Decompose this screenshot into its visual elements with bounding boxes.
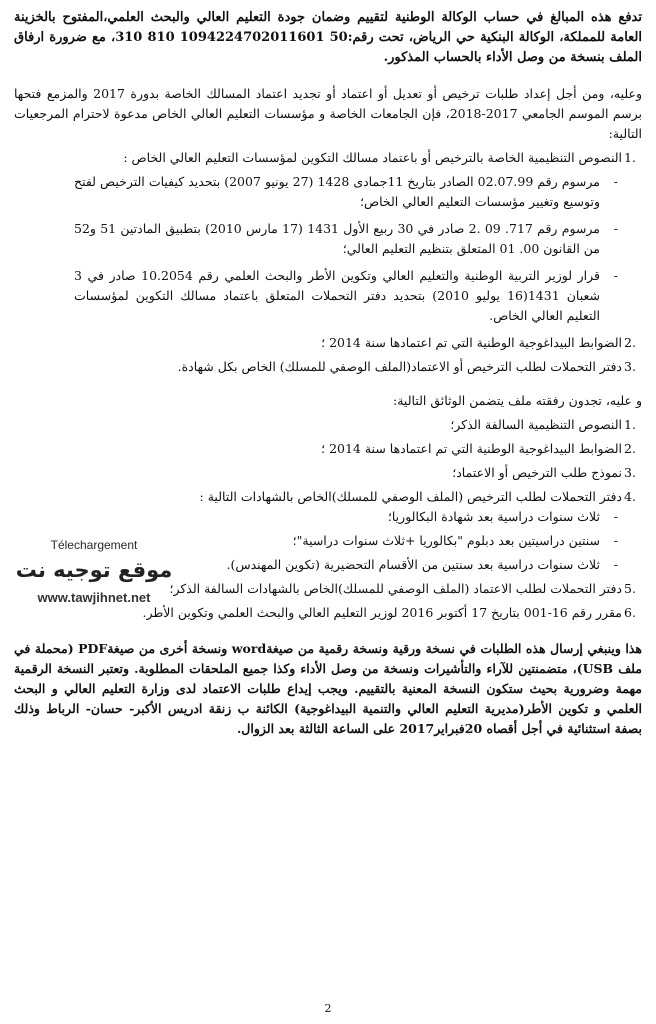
list-item: - مرسوم رقم 717. 09 .2 صادر في 30 ربيع الأول 1431 (17 مارس 2010) بتطبيق المادتين 51 و52 من القانون 00. 01 المتعلق بتنظيم التعليم العالي؛ <box>74 221 618 256</box>
degree-text: ثلاث سنوات دراسية بعد سنتين من الأقسام التحضيرية (تكوين المهندس). <box>226 557 600 572</box>
list-item: - ثلاث سنوات دراسية بعد سنتين من الأقسام التحضيرية (تكوين المهندس). <box>226 557 618 572</box>
list-item-text: الضوابط البيداغوجية الوطنية التي تم اعتمادها سنة 2014 ؛ <box>321 335 622 350</box>
decree-text: مرسوم رقم 02.07.99 الصادر بتاريخ 11جمادى 1428 (27 يونيو 2007) بتحديد كيفيات الترخيص لفتح وتوسيع وتغيير مؤسسات التعليم العالي الخاص؛ <box>74 174 600 209</box>
list-item: - سنتين دراسيتين بعد دبلوم "بكالوريا +ثلاث سنوات دراسية"؛ <box>292 533 618 548</box>
list-number: 6. <box>624 605 636 620</box>
degree-text: سنتين دراسيتين بعد دبلوم "بكالوريا +ثلاث سنوات دراسية"؛ <box>292 533 600 548</box>
degree-text: ثلاث سنوات دراسية بعد شهادة البكالوريا؛ <box>387 509 600 524</box>
list-item-text: النصوص التنظيمية الخاصة بالترخيص أو باعتماد مسالك التكوين لمؤسسات التعليم العالي الخاص : <box>123 150 622 165</box>
list-item: - قرار لوزير التربية الوطنية والتعليم العالي وتكوين الأطر والبحث العلمي رقم 10.2054 صادر في 3 شعبان 1431(16 يوليو 2010) بتحديد دفتر التحملات المتعلق باعتماد مسالك التكوين لمؤسسات التعليم العالي الخاص. <box>74 268 618 323</box>
decree-text: مرسوم رقم 717. 09 .2 صادر في 30 ربيع الأول 1431 (17 مارس 2010) بتطبيق المادتين 51 و52 من القانون 00. 01 المتعلق بتنظيم التعليم العالي؛ <box>74 221 600 256</box>
list-item-text: دفتر التحملات لطلب الاعتماد (الملف الوصفي للمسلك)الخاص بالشهادات السالفة الذكر؛ <box>169 581 622 596</box>
page-number: 2 <box>324 1002 332 1015</box>
intro-paragraph: تدفع هذه المبالغ في حساب الوكالة الوطنية لتقييم وضمان جودة التعليم العالي والبحث العلمي،المفتوح بالخزينة العامة للمملكة، الوكالة البنكية حي الرياض، تحت رقم:50 1094224702011601 810 310، مع ضرورة ارفاق الملف بنسخة من وصل الأداء بالحساب المذكور. <box>14 10 643 65</box>
list-item-text: مقرر رقم 16-001 بتاريخ 17 أكتوبر 2016 لوزير التعليم العالي والبحث العلمي وتكوين الأطر. <box>142 605 622 620</box>
list-item-text: نموذج طلب الترخيص أو الاعتماد؛ <box>452 465 622 480</box>
decree-list <box>74 172 622 326</box>
list-item <box>14 603 636 623</box>
list-number: 3. <box>624 465 636 480</box>
list-item: - مرسوم رقم 02.07.99 الصادر بتاريخ 11جمادى 1428 (27 يونيو 2007) بتحديد كيفيات الترخيص لفتح وتوسيع وتغيير مؤسسات التعليم العالي الخاص؛ <box>74 174 618 209</box>
section2-lead: و عليه، تجدون رفقته ملف يتضمن الوثائق التالية: <box>393 393 642 408</box>
list-number: 3. <box>624 359 636 374</box>
list-item-text: دفتر التحملات لطلب الترخيص (الملف الوصفي للمسلك)الخاص بالشهادات التالية : <box>199 489 622 504</box>
watermark-top-text: Télechargement <box>50 538 138 552</box>
list-number: 2. <box>624 441 636 456</box>
list-item <box>14 333 636 353</box>
list-number: 5. <box>624 581 636 596</box>
list-number: 1. <box>624 417 636 432</box>
list-number: 2. <box>624 335 636 350</box>
list-item <box>14 148 636 326</box>
list-item: - ثلاث سنوات دراسية بعد شهادة البكالوريا؛ <box>387 509 618 524</box>
decree-text: قرار لوزير التربية الوطنية والتعليم العالي وتكوين الأطر والبحث العلمي رقم 10.2054 صادر في 3 شعبان 1431(16 يوليو 2010) بتحديد دفتر التحملات المتعلق باعتماد مسالك التكوين لمؤسسات التعليم العالي الخاص. <box>74 268 600 323</box>
watermark <box>10 538 178 605</box>
list-number: 1. <box>624 150 636 165</box>
section1-list <box>14 148 642 377</box>
list-item <box>184 439 636 459</box>
list-item <box>184 463 636 483</box>
list-item-text: النصوص التنظيمية السالفة الذكر؛ <box>450 417 622 432</box>
list-item <box>14 357 636 377</box>
watermark-url: www.tawjihnet.net <box>37 590 151 605</box>
list-number: 4. <box>624 489 636 504</box>
list-item <box>184 415 636 435</box>
watermark-brand: موقع توجيه نت <box>15 558 173 582</box>
list-item-text: دفتر التحملات لطلب الترخيص أو الاعتماد(الملف الوصفي للمسلك) الخاص بكل شهادة. <box>177 359 622 374</box>
final-paragraph: هذا وينبغي إرسال هذه الطلبات في نسخة ورقية ونسخة رقمية من صيغةword ونسخة أخرى من صيغةPDF (محملة في ملف USB)، متضمنتين للآراء والتأشيرات ونسخة من وصل الأداء وكذا جميع الملحقات المطلوبة. وتعتبر النسخة الرقمية مهمة وضرورية بحيث ستكون النسخة المعنية بالتقييم. ويجب إيداع طلبات الاعتماد لدى وزارة التعليم العالي و البحث العلمي و تكوين الأطر(مديرية التعليم العالي والتنمية البيداغوجية) الكائنة ب زنقة ادريس الأكبر- حسان- الرباط وذلك بصفة استثنائية في أجل أقصاه 20فبراير2017 على الساعة الثالثة بعد الزوال. <box>14 641 642 736</box>
list-item-text: الضوابط البيداغوجية الوطنية التي تم اعتمادها سنة 2014 ؛ <box>321 441 622 456</box>
section1-lead: وعليه، ومن أجل إعداد طلبات ترخيص أو تعديل أو اعتماد أو تجديد اعتماد المسالك الخاصة بدورة 2017 والمزمع فتحها برسم الموسم الجامعي 2017-2018، فإن الجامعات الخاصة و مؤسسات التعليم العالي الخاص مدعوة لاحترام المرجعيات التالية: <box>14 86 642 141</box>
